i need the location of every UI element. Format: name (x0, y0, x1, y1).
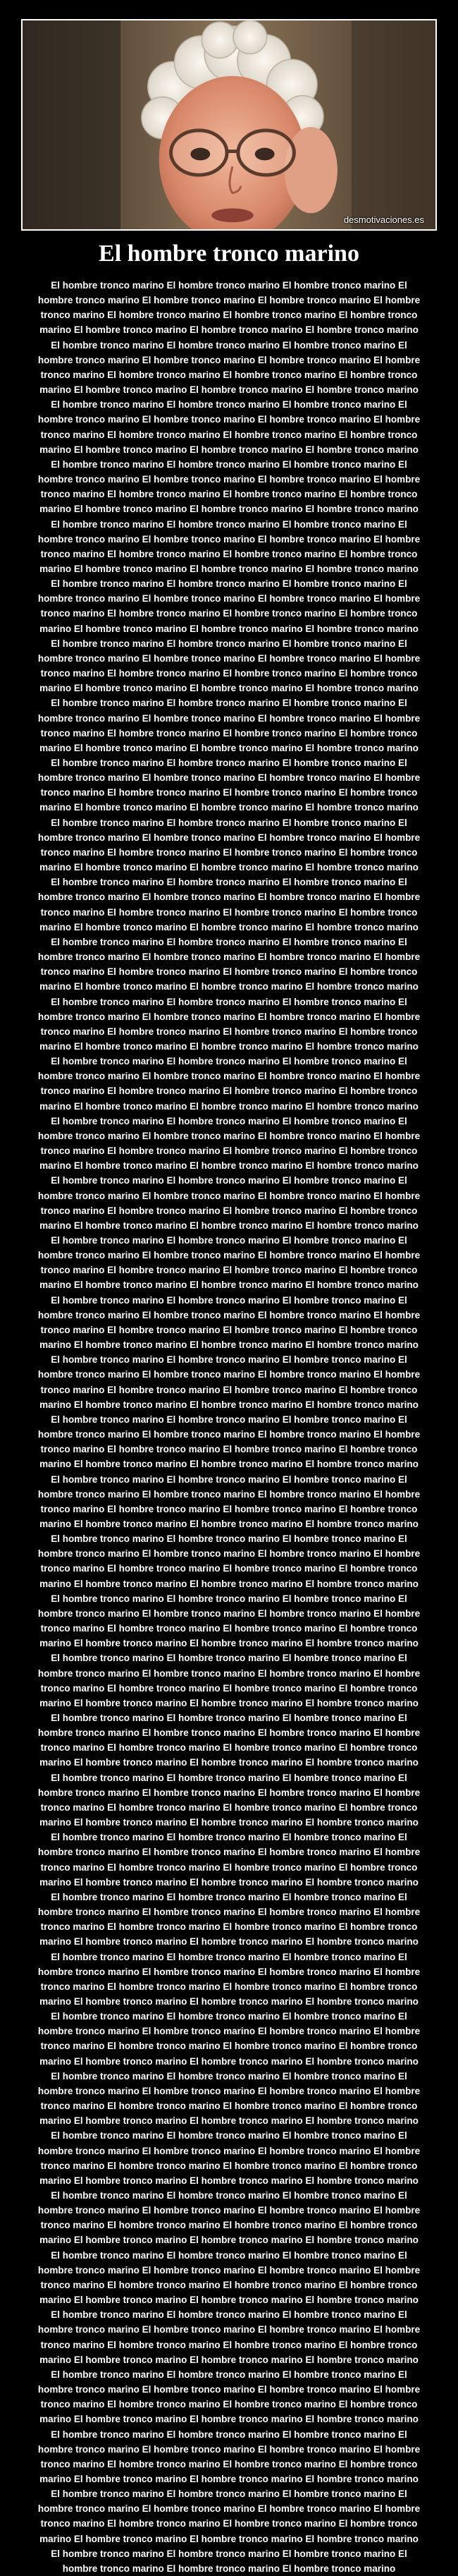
watermark-text: desmotivaciones.es (343, 214, 424, 225)
body-text: El hombre tronco marino El hombre tronco marino El hombre tronco marino El hombre tronco marino El hombre tronco marino El hombre tronco marino El hombre tronco marino El hombre tronco marino El hombre tronco marino El hombre tronco marino El hombre tronco marino El hombre tronco marino El hombre tronco marino El hombre tronco marino El hombre tronco marino El hombre tronco marino El hombre tronco marino El hombre tronco marino El hombre tronco marino El hombre tronco marino El hombre tronco marino El hombre tronco marino El hombre tronco marino El hombre tronco marino El hombre tronco marino El hombre tronco marino El hombre tronco marino El hombre tronco marino El hombre tronco marino El hombre tronco marino El hombre tronco marino El hombre tronco marino El hombre tronco marino El hombre tronco marino El hombre tronco marino El hombre tronco marino El hombre tronco marino El hombre tronco marino El hombre tronco marino El hombre tronco marino El hombre tronco marino El hombre tronco marino El hombre tronco marino El hombre tronco marino El hombre tronco marino El hombre tronco marino El hombre tronco marino El hombre tronco marino El hombre tronco marino El hombre tronco marino El hombre tronco marino El hombre tronco marino El hombre tronco marino El hombre tronco marino El hombre tronco marino El hombre tronco marino El hombre tronco marino El hombre tronco marino El hombre tronco marino El hombre tronco marino El hombre tronco marino El hombre tronco marino El hombre tronco marino El hombre tronco marino El hombre tronco marino El hombre tronco marino El hombre tronco marino El hombre tronco marino El hombre tronco marino El hombre tronco marino El hombre tronco marino El hombre tronco marino El hombre tronco marino El hombre tronco marino El hombre tronco marino El hombre tronco marino El hombre tronco marino El hombre tronco marino El hombre tronco marino El hombre tronco marino El hombre tronco marino El hombre tronco marino El hombre tronco marino El hombre tronco marino El hombre tronco marino El hombre tronco marino El hombre tronco marino El hombre tronco marino El hombre tronco marino El hombre tronco marino El hombre tronco marino El hombre tronco marino El hombre tronco marino El hombre tronco marino El hombre tronco marino El hombre tronco marino El hombre tronco marino El hombre tronco marino El hombre tronco marino El hombre tronco marino El hombre tronco marino El hombre tronco marino El hombre tronco marino El hombre tronco marino El hombre tronco marino El hombre tronco marino El hombre tronco marino El hombre tronco marino El hombre tronco marino El hombre tronco marino El hombre tronco marino El hombre tronco marino El hombre tronco marino El hombre tronco marino El hombre tronco marino El hombre tronco marino El hombre tronco marino El hombre tronco marino El hombre tronco marino El hombre tronco marino El hombre tronco marino El hombre tronco marino El hombre tronco marino El hombre tronco marino El hombre tronco marino El hombre tronco marino El hombre tronco marino El hombre tronco marino El hombre tronco marino El hombre tronco marino El hombre tronco marino El hombre tronco marino El hombre tronco marino El hombre tronco marino El hombre tronco marino El hombre tronco marino El hombre tronco marino El hombre tronco marino El hombre tronco marino El hombre tronco marino El hombre tronco marino El hombre tronco marino El hombre tronco marino El hombre tronco marino El hombre tronco marino El hombre tronco marino El hombre tronco marino El hombre tronco marino El hombre tronco marino El hombre tronco marino El hombre tronco marino El hombre tronco marino El hombre tronco marino El hombre tronco marino El hombre tronco marino El hombre tronco marino El hombre tronco marino El hombre tronco marino El hombre tronco marino El hombre tronco marino El hombre tronco marino El hombre tronco marino El hombre tronco marino El hombre tronco marino El hombre tronco marino El hombre tronco marino El hombre tronco marino El hombre tronco marino El hombre tronco marino El hombre tronco marino El hombre tronco marino El hombre tronco marino El hombre tronco marino El hombre tronco marino El hombre tronco marino El hombre tronco marino El hombre tronco marino El hombre tronco marino El hombre tronco marino El hombre tronco marino El hombre tronco marino El hombre tronco marino El hombre tronco marino El hombre tronco marino El hombre tronco marino El hombre tronco marino El hombre tronco marino El hombre tronco marino El hombre tronco marino El hombre tronco marino El hombre tronco marino El hombre tronco marino El hombre tronco marino El hombre tronco marino El hombre tronco marino El hombre tronco marino El hombre tronco marino El hombre tronco marino El hombre tronco marino El hombre tronco marino El hombre tronco marino El hombre tronco marino El hombre tronco marino El hombre tronco marino El hombre tronco marino El hombre tronco marino El hombre tronco marino El hombre tronco marino El hombre tronco marino El hombre tronco marino El hombre tronco marino El hombre tronco marino El hombre tronco marino El hombre tronco marino El hombre tronco marino El hombre tronco marino El hombre tronco marino El hombre tronco marino El hombre tronco marino El hombre tronco marino El hombre tronco marino El hombre tronco marino El hombre tronco marino El hombre tronco marino El hombre tronco marino El hombre tronco marino El hombre tronco marino El hombre tronco marino El hombre tronco marino El hombre tronco marino El hombre tronco marino El hombre tronco marino El hombre tronco marino El hombre tronco marino El hombre tronco marino El hombre tronco marino El hombre tronco marino El hombre tronco marino El hombre tronco marino El hombre tronco marino El hombre tronco marino El hombre tronco marino El hombre tronco marino El hombre tronco marino El hombre tronco marino El hombre tronco marino El hombre tronco marino El hombre tronco marino El hombre tronco marino El hombre tronco marino El hombre tronco marino El hombre tronco marino El hombre tronco marino El hombre tronco marino El hombre tronco marino El hombre tronco marino El hombre tronco marino El hombre tronco marino El hombre tronco marino El hombre tronco marino El hombre tronco marino El hombre tronco marino El hombre tronco marino El hombre tronco marino El hombre tronco marino El hombre tronco marino El hombre tronco marino El hombre tronco marino El hombre tronco marino El hombre tronco marino El hombre tronco marino El hombre tronco marino El hombre tronco marino El hombre tronco marino El hombre tronco marino El hombre tronco marino El hombre tronco marino El hombre tronco marino El hombre tronco marino El hombre tronco marino El hombre tronco marino El hombre tronco marino El hombre tronco marino El hombre tronco marino El hombre tronco marino El hombre tronco marino El hombre tronco marino El hombre tronco marino El hombre tronco marino El hombre tronco marino El hombre tronco marino El hombre tronco marino El hombre tronco marino El hombre tronco marino El hombre tronco marino El hombre tronco marino El hombre tronco marino El hombre tronco marino El hombre tronco marino El hombre tronco marino El hombre tronco marino El hombre tronco marino El hombre tronco marino El hombre tronco marino El hombre tronco marino El hombre tronco marino El hombre tronco marino El hombre tronco marino El hombre tronco marino El hombre tronco marino El hombre tronco marino El hombre tronco marino El hombre tronco marino El hombre tronco marino El hombre tronco marino El hombre tronco marino El hombre tronco marino El hombre tronco marino El hombre tronco marino El hombre tronco marino El hombre tronco marino El hombre tronco marino El hombre tronco marino El hombre tronco marino El hombre tronco marino El hombre tronco marino El hombre tronco marino El hombre tronco marino El hombre tronco marino El hombre tronco marino El hombre tronco marino El hombre tronco marino El hombre tronco marino El hombre tronco marino El hombre tronco marino El hombre tronco marino El hombre tronco marino El hombre tronco marino El hombre tronco marino El hombre tronco marino El hombre tronco marino El hombre tronco marino El hombre tronco marino El hombre tronco marino El hombre tronco marino El hombre tronco marino El hombre tronco marino El hombre tronco marino El hombre tronco marino El hombre tronco marino El hombre tronco marino El hombre tronco marino El hombre tronco marino El hombre tronco marino El hombre tronco marino El hombre tronco marino El hombre tronco marino El hombre tronco marino El hombre tronco marino El hombre tronco marino El hombre tronco marino El hombre tronco marino El hombre tronco marino El hombre tronco marino El hombre tronco marino El hombre tronco marino El hombre tronco marino El hombre tronco marino El hombre tronco marino El hombre tronco marino El hombre tronco marino El hombre tronco marino El hombre tronco marino El hombre tronco marino El hombre tronco marino El hombre tronco marino El hombre tronco marino El hombre tronco marino El hombre tronco marino El hombre tronco marino El hombre tronco marino El hombre tronco marino El hombre tronco marino El hombre tronco marino El hombre tronco marino El hombre tronco marino El hombre tronco marino El hombre tronco marino El hombre tronco marino El hombre tronco marino El hombre tronco marino El hombre tronco marino El hombre tronco marino El hombre tronco marino El hombre tronco marino El hombre tronco marino El hombre tronco marino El hombre tronco marino El hombre tronco marino El hombre tronco marino El hombre tronco marino El hombre tronco marino El hombre tronco marino El hombre tronco marino El hombre tronco marino El hombre tronco marino El hombre tronco marino El hombre tronco marino El hombre tronco marino El hombre tronco marino El hombre tronco marino El hombre tronco marino El hombre tronco marino El hombre tronco marino El hombre tronco marino El hombre tronco marino El hombre tronco marino El hombre tronco marino El hombre tronco marino El hombre tronco marino El hombre tronco marino El hombre tronco marino El hombre tronco marino El hombre tronco marino El hombre tronco marino El hombre tronco marino El hombre tronco marino El hombre tronco marino El hombre tronco marino El hombre tronco marino El hombre tronco marino El hombre tronco marino El hombre tronco marino El hombre tronco marino El hombre tronco marino El hombre tronco marino El hombre tronco marino El hombre tronco marino El hombre tronco marino El hombre tronco marino El hombre tronco marino El hombre tronco marino El hombre tronco marino El hombre tronco marino El hombre tronco marino El hombre tronco marino El hombre tronco marino El hombre tronco marino El hombre tronco marino El hombre tronco marino El hombre tronco marino El hombre tronco marino El hombre tronco marino El hombre tronco marino El hombre tronco marino El hombre tronco marino El hombre tronco marino El hombre tronco marino El hombre tronco marino El hombre tronco marino El hombre tronco marino El hombre tronco marino El hombre tronco marino El hombre tronco marino El hombre tronco marino El hombre tronco marino El hombre tronco marino El hombre tronco marino El hombre tronco marino El hombre tronco marino El hombre tronco marino El hombre tronco marino El hombre tronco marino El hombre tronco marino El hombre tronco marino El hombre tronco marino El hombre tronco marino El hombre tronco marino El hombre tronco marino El hombre tronco marino El hombre tronco marino El hombre tronco marino El hombre tronco marino El hombre tronco marino El hombre tronco marino El hombre tronco marino El hombre tronco marino El hombre tronco marino El hombre tronco marino El hombre tronco marino El hombre tronco marino El hombre tronco marino El hombre tronco marino El hombre tronco marino El hombre tronco marino El hombre tronco marino El hombre tronco marino El hombre tronco marino El hombre tronco marino El hombre tronco marino (37, 280, 421, 2574)
motivational-photo-frame (21, 19, 437, 231)
photo (23, 20, 435, 229)
page-title: El hombre tronco marino (99, 241, 359, 267)
